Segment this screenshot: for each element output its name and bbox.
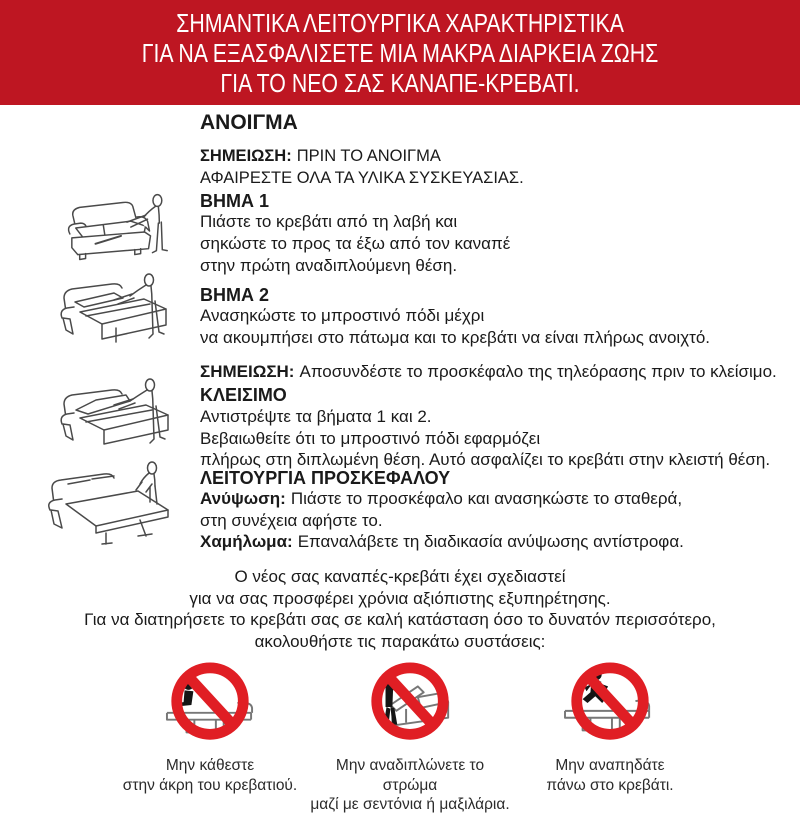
intro-line-2: για να σας προσφέρει χρόνια αξιόπιστης εξυπηρέτησης. [189,588,611,608]
no-folding-mattress-with-bedding-icon [354,660,466,750]
step2-pull-out-bed-illustration [56,272,186,352]
headrest-title: ΛΕΙΤΟΥΡΓΙΑ ΠΡΟΣΚΕΦΑΛΟΥ [200,468,451,488]
step2-line2: να ακουμπήσει στο πάτωμα και το κρεβάτι να είναι πλήρως ανοιχτό. [200,328,711,347]
warning-caption [546,756,673,795]
banner-line-1: ΣΗΜΑΝΤΙΚΑ ΛΕΙΤΟΥΡΓΙΚΑ ΧΑΡΑΚΤΗΡΙΣΤΙΚΑ [176,7,624,38]
headrest-lower-text: Επαναλάβετε τη διαδικασία ανύψωσης αντίστροφα. [297,532,684,551]
intro-line-1: Ο νέος σας καναπές-κρεβάτι έχει σχεδιαστεί [234,567,566,586]
note2-text: Αποσυνδέστε το προσκέφαλο της τηλεόρασης πριν το κλείσιμο. [299,362,777,381]
warnings-row [110,660,710,815]
no-jumping-on-bed-icon [554,660,666,750]
opening-title: ΑΝΟΙΓΜΑ [200,111,298,134]
headrest-lower-label: Χαμήλωμα: [200,532,293,551]
headrest-raise-line2: στη συνέχεια αφήστε το. [200,511,383,530]
banner-line-3: ΓΙΑ ΤΟ ΝΕΟ ΣΑΣ ΚΑΝΑΠΕ-ΚΡΕΒΑΤΙ. [220,67,580,98]
step1-line2: σηκώστε το προς τα έξω από τον καναπέ [200,234,511,253]
step1-title: ΒΗΜΑ 1 [200,191,270,211]
warning-caption-line1: Μην κάθεστε [165,757,255,774]
note1-line1 [200,146,441,166]
closing-line2: Βεβαιωθείτε ότι το μπροστινό πόδι εφαρμόζει [200,429,541,448]
banner-line-2: ΓΙΑ ΝΑ ΕΞΑΣΦΑΛΙΣΕΤΕ ΜΙΑ ΜΑΚΡΑ ΔΙΑΡΚΕΙΑ ΖΩΗΣ [141,37,659,68]
warning-caption-line2: στην άκρη του κρεβατιού. [122,776,298,794]
closing-line1: Αντιστρέψτε τα βήματα 1 και 2. [200,407,432,426]
care-intro-paragraph [0,566,800,652]
headrest-lower-line [200,532,684,552]
note1-text: ΠΡΙΝ ΤΟ ΑΝΟΙΓΜΑ [296,147,441,165]
warning-caption [123,756,297,795]
intro-line-4: ακολουθήστε τις παρακάτω συστάσεις: [254,631,546,651]
note1-line2: ΑΦΑΙΡΕΣΤΕ ΟΛΑ ΤΑ ΥΛΙΚΑ ΣΥΣΚΕΥΑΣΙΑΣ. [200,169,524,187]
headrest-raise-line1 [200,489,682,509]
warning-caption-line2: μαζί με σεντόνια ή μαξιλάρια. [310,796,510,813]
closing-title: ΚΛΕΙΣΙΜΟ [200,385,287,405]
closing-fold-bed-illustration [56,376,186,458]
note1-label: ΣΗΜΕΙΩΣΗ: [200,147,292,165]
warning-no-jumping [510,660,710,815]
warning-caption-line2: πάνω στο κρεβάτι. [546,776,674,794]
note2-line [200,362,777,382]
warning-caption [310,756,510,815]
warning-no-sitting [110,660,310,815]
headrest-open-bed-illustration [40,460,202,550]
warning-caption-line1: Μην αναπηδάτε [555,757,665,774]
closing-line3: πλήρως στη διπλωμένη θέση. Αυτό ασφαλίζει το κρεβάτι στην κλειστή θέση. [200,450,771,469]
step2-line1: Ανασηκώστε το μπροστινό πόδι μέχρι [200,306,485,325]
warning-no-folding-bedding [310,660,510,815]
headrest-raise-label: Ανύψωση: [200,489,286,508]
intro-line-3: Για να διατηρήσετε το κρεβάτι σας σε καλή κατάσταση όσο το δυνατόν περισσότερο, [84,610,716,629]
step2-title: ΒΗΜΑ 2 [200,285,270,305]
step1-line3: στην πρώτη αναδιπλούμενη θέση. [200,256,458,275]
note2-label: ΣΗΜΕΙΩΣΗ: [200,362,295,381]
step1-grab-handle-illustration [62,190,180,270]
header-banner [0,0,800,105]
headrest-raise-text: Πιάστε το προσκέφαλο και ανασηκώστε το σταθερά, [290,489,683,508]
step1-line1: Πιάστε το κρεβάτι από τη λαβή και [200,212,458,231]
warning-caption-line1: Μην αναδιπλώνετε το στρώμα [335,757,485,794]
no-sitting-on-bed-edge-icon [154,660,266,750]
